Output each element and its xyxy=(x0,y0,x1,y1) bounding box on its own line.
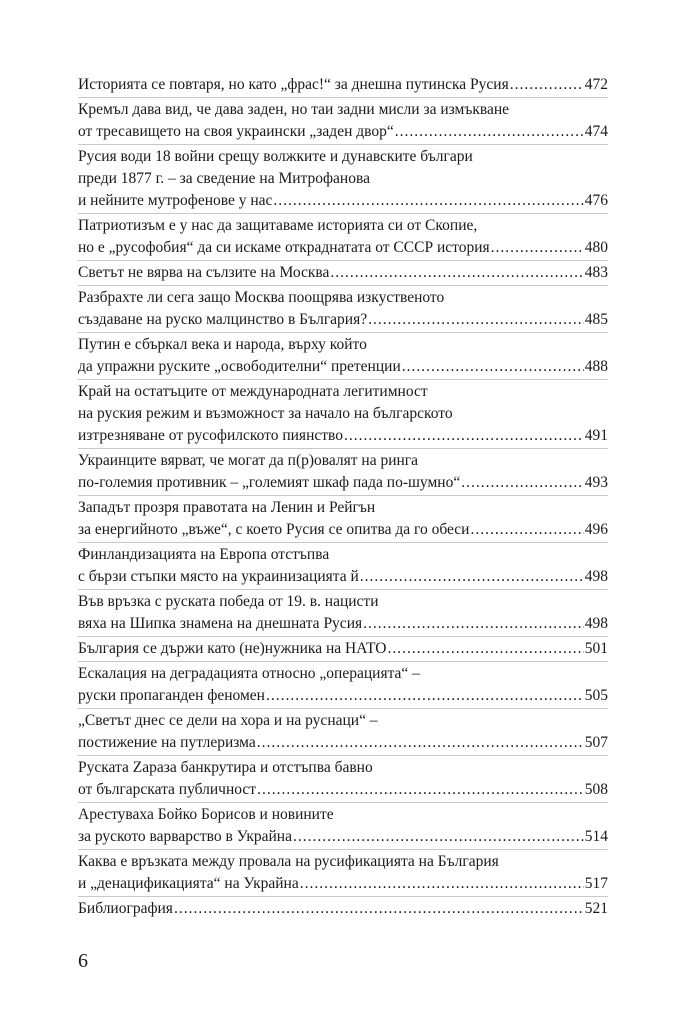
toc-entry-title-line: Ескалация на деградацията относно „операцията“ – xyxy=(78,665,420,682)
toc-entry-title-line: Патриотизъм е у нас да защитаваме историята си от Скопие, xyxy=(78,217,478,234)
toc-entry-title-line: на руския режим и възможност за начало на българското xyxy=(78,405,453,422)
toc-entry-title-line: от тресавището на своя украински „заден двор“ xyxy=(78,123,394,140)
toc-entry xyxy=(78,497,608,543)
toc-entry-last-line xyxy=(78,873,608,895)
toc-entry-page: 514 xyxy=(584,828,608,845)
toc-entry-last-line xyxy=(78,685,608,707)
dot-leader xyxy=(363,613,584,635)
toc-entry-title-line: Украинците вярват, че могат да п(р)овалят на ринга xyxy=(78,452,419,469)
toc-entry-title-line: от българската публичност xyxy=(78,781,257,798)
toc-entry xyxy=(78,146,608,214)
dot-leader xyxy=(330,262,583,284)
toc-entry xyxy=(78,710,608,756)
toc-entry xyxy=(78,287,608,333)
dot-leader xyxy=(257,779,584,801)
dot-leader xyxy=(402,356,584,378)
toc-entry-last-line xyxy=(78,826,608,848)
toc-entry-title-line: по-големия противник – „големият шкаф пада по-шумно“ xyxy=(78,474,461,491)
toc-entry-title-line: Край на остатъците от международната легитимност xyxy=(78,383,428,400)
toc-entry-title-line: Светът не вярва на сълзите на Москва xyxy=(78,264,330,281)
toc-entry-last-line xyxy=(78,638,608,660)
toc-entry-page: 498 xyxy=(584,568,608,585)
toc-entry-last-line xyxy=(78,237,608,259)
toc-entry-page: 476 xyxy=(584,192,608,209)
toc-entry-last-line xyxy=(78,190,608,212)
toc-entry xyxy=(78,757,608,803)
toc-entry-title-line: „Светът днес се дели на хора и на руснаци“ – xyxy=(78,712,378,729)
toc-entry-title-line: за енергийното „въже“, с което Русия се опитва да го обеси xyxy=(78,521,470,538)
dot-leader xyxy=(174,898,584,920)
toc-entry-title-line: Каква е връзката между провала на русификацията на България xyxy=(78,853,499,870)
dot-leader xyxy=(266,685,584,707)
dot-leader xyxy=(470,519,583,541)
toc-entry-title-line: Русия води 18 войни срещу волжките и дунавските българи xyxy=(78,148,473,165)
toc-entry-page: 485 xyxy=(584,311,608,328)
toc-entry xyxy=(78,334,608,380)
dot-leader xyxy=(257,732,584,754)
toc-entry-last-line xyxy=(78,309,608,331)
toc-entry-title-line: постижение на путлеризма xyxy=(78,734,256,751)
toc-entry-last-line xyxy=(78,74,608,96)
toc-entry-title-line: но е „русофобия“ да си искаме откраднатата от СССР история xyxy=(78,239,490,256)
toc-entry xyxy=(78,638,608,662)
toc-entry-title-line: вяха на Шипка знамена на днешната Русия xyxy=(78,615,363,632)
toc-entry xyxy=(78,591,608,637)
dot-leader xyxy=(491,237,584,259)
toc-entry xyxy=(78,99,608,145)
toc-entry-last-line xyxy=(78,262,608,284)
toc-entry xyxy=(78,262,608,286)
toc-entry-page: 480 xyxy=(584,239,608,256)
toc-entry-page: 472 xyxy=(584,76,608,93)
toc-entry xyxy=(78,851,608,897)
toc-entry-last-line xyxy=(78,613,608,635)
dot-leader xyxy=(300,873,584,895)
toc-entry xyxy=(78,74,608,98)
toc-entry-title-line: руски пропаганден феномен xyxy=(78,687,265,704)
toc-entry-last-line xyxy=(78,566,608,588)
table-of-contents xyxy=(78,74,608,922)
toc-entry-title-line: Арестуваха Бойко Борисов и новините xyxy=(78,806,334,823)
toc-entry-title-line: с бързи стъпки място на украинизацията й xyxy=(78,568,359,585)
toc-entry-title-line: Путин е сбъркал века и народа, върху който xyxy=(78,336,367,353)
toc-entry xyxy=(78,381,608,449)
toc-entry-title-line: изтрезняване от русофилското пиянство xyxy=(78,427,343,444)
toc-entry-page: 488 xyxy=(584,358,608,375)
dot-leader xyxy=(293,826,584,848)
toc-entry-last-line xyxy=(78,121,608,143)
toc-entry-page: 505 xyxy=(584,687,608,704)
toc-entry-page: 493 xyxy=(584,474,608,491)
toc-entry-page: 501 xyxy=(584,640,608,657)
toc-entry-title-line: Западът прозря правотата на Ленин и Рейгън xyxy=(78,499,376,516)
dot-leader xyxy=(344,425,584,447)
toc-entry-title-line: Руската Zараза банкрутира и отстъпва бавно xyxy=(78,759,373,776)
toc-entry-title-line: Библиография xyxy=(78,900,173,917)
toc-entry xyxy=(78,215,608,261)
toc-entry-last-line xyxy=(78,898,608,920)
dot-leader xyxy=(510,74,584,96)
toc-entry-title-line: преди 1877 г. – за сведение на Митрофанова xyxy=(78,170,370,187)
dot-leader xyxy=(387,638,583,660)
toc-entry-title-line: България се държи като (не)нужника на НАТО xyxy=(78,640,387,657)
toc-entry xyxy=(78,804,608,850)
toc-entry-page: 507 xyxy=(584,734,608,751)
toc-entry-title-line: създаване на руско малцинство в България? xyxy=(78,311,368,328)
toc-entry-last-line xyxy=(78,779,608,801)
dot-leader xyxy=(461,472,584,494)
toc-entry-title-line: Във връзка с руската победа от 19. в. нацисти xyxy=(78,593,379,610)
dot-leader xyxy=(395,121,584,143)
toc-entry xyxy=(78,663,608,709)
toc-entry-last-line xyxy=(78,356,608,378)
page-number: 6 xyxy=(78,950,88,972)
toc-entry-page: 474 xyxy=(584,123,608,140)
dot-leader xyxy=(368,309,584,331)
toc-entry-title-line: Финландизацията на Европа отстъпва xyxy=(78,546,330,563)
toc-entry-title-line: да упражни руските „освободителни“ претенции xyxy=(78,358,401,375)
toc-entry-title-line: за руското варварство в Украйна xyxy=(78,828,292,845)
dot-leader xyxy=(360,566,584,588)
toc-entry-last-line xyxy=(78,519,608,541)
toc-entry xyxy=(78,450,608,496)
toc-entry-title-line: Кремъл дава вид, че дава заден, но таи задни мисли за измъкване xyxy=(78,101,510,118)
toc-entry-page: 498 xyxy=(584,615,608,632)
toc-entry-page: 491 xyxy=(584,427,608,444)
toc-entry-page: 508 xyxy=(584,781,608,798)
toc-entry-title-line: и нейните мутрофенове у нас xyxy=(78,192,273,209)
toc-entry-last-line xyxy=(78,425,608,447)
toc-entry xyxy=(78,898,608,921)
toc-entry-last-line xyxy=(78,472,608,494)
toc-entry xyxy=(78,544,608,590)
toc-entry-title-line: и „денацификацията“ на Украйна xyxy=(78,875,299,892)
toc-entry-title-line: Разбрахте ли сега защо Москва поощрява изкуственото xyxy=(78,289,445,306)
toc-entry-page: 521 xyxy=(584,900,608,917)
toc-entry-page: 496 xyxy=(584,521,608,538)
toc-entry-page: 517 xyxy=(584,875,608,892)
toc-entry-title-line: Историята се повтаря, но като „фрас!“ за днешна путинска Русия xyxy=(78,76,509,93)
dot-leader xyxy=(273,190,583,212)
toc-entry-page: 483 xyxy=(584,264,608,281)
toc-entry-last-line xyxy=(78,732,608,754)
